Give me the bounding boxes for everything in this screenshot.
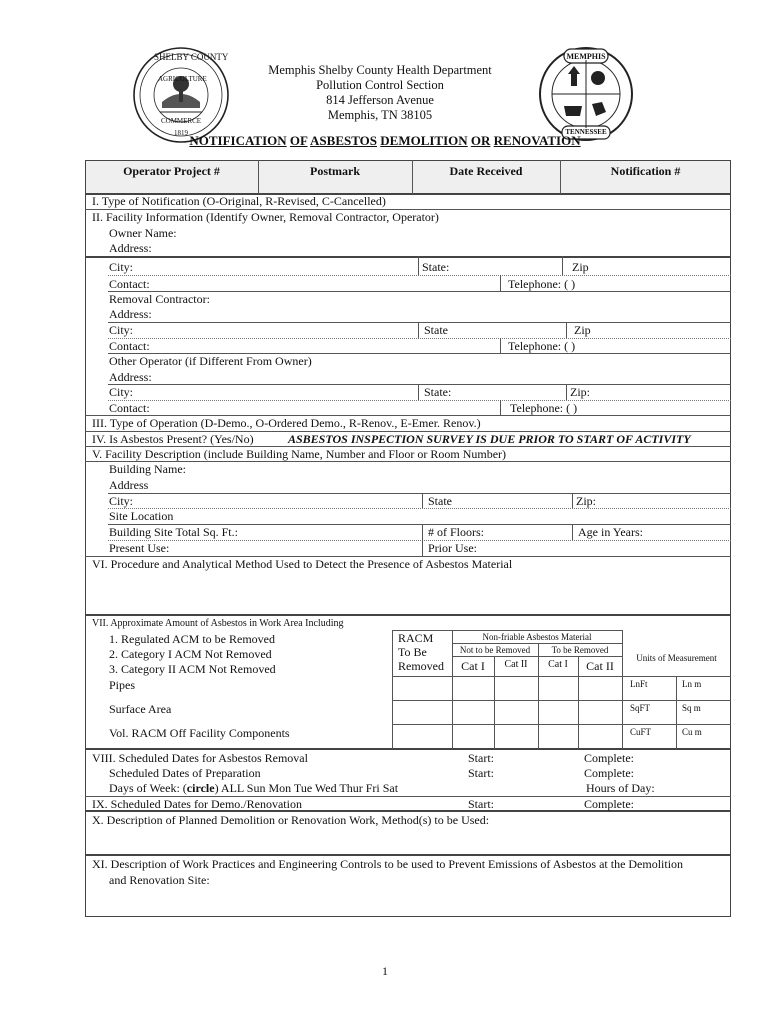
cuft-unit: CuFT: [630, 727, 652, 737]
operator-zip-field[interactable]: Zip:: [570, 385, 590, 399]
contractor-zip-field[interactable]: Zip: [574, 323, 591, 337]
pipes-label: Pipes: [109, 678, 136, 692]
racm-to-be-label: To Be: [398, 645, 427, 659]
contractor-telephone-field[interactable]: Telephone: ( ): [508, 339, 576, 353]
form-title: [120, 133, 650, 149]
owner-contact-field[interactable]: Contact:: [109, 277, 150, 291]
contractor-state-field[interactable]: State: [424, 323, 448, 337]
demo-complete-field[interactable]: Complete:: [584, 797, 634, 811]
section-xi-label: XI. Description of Work Practices and Engineering Controls to be used to Prevent Emissions of Asbestos at the Demolition: [92, 857, 684, 871]
owner-state-field[interactable]: State:: [422, 260, 450, 274]
city-state-zip: Memphis, TN 38105: [327, 108, 433, 122]
days-prefix: Days of Week: (: [109, 781, 187, 795]
not-to-be-removed-label: Not to be Removed: [459, 645, 531, 655]
page-number: 1: [382, 964, 388, 978]
section-i-label: I. Type of Notification (O-Original, R-Revised, C-Cancelled): [92, 194, 386, 208]
owner-zip-field[interactable]: Zip: [572, 260, 589, 274]
days-circle: circle: [186, 781, 215, 795]
section-iv-label: IV. Is Asbestos Present? (Yes/No): [92, 432, 254, 446]
operator-city-field[interactable]: City:: [109, 385, 134, 399]
section-iii-label: III. Type of Operation (D-Demo., O-Ordered Demo., R-Renov., E-Emer. Renov.): [92, 416, 481, 430]
total-sqft-field[interactable]: Building Site Total Sq. Ft.:: [109, 525, 238, 539]
sqft-unit: SqFT: [630, 703, 651, 713]
vol-racm-label: Vol. RACM Off Facility Components: [109, 726, 290, 740]
building-city-field[interactable]: City:: [109, 494, 134, 508]
title-word: OF: [289, 133, 308, 148]
contractor-city-field[interactable]: City:: [109, 323, 134, 337]
section-vii-label: VII. Approximate Amount of Asbestos in Work Area Including: [92, 618, 344, 629]
floors-field[interactable]: # of Floors:: [428, 525, 485, 539]
present-use-field[interactable]: Present Use:: [109, 541, 170, 555]
age-field[interactable]: Age in Years:: [578, 525, 643, 539]
seal-middle-text: AGRICULTURE: [158, 75, 207, 83]
prep-complete-field[interactable]: Complete:: [584, 766, 634, 780]
section-name: Pollution Control Section: [316, 78, 444, 92]
preparation-label: Scheduled Dates of Preparation: [109, 766, 261, 780]
seal-top-text: SHELBY COUNTY: [154, 52, 229, 62]
cum-unit: Cu m: [682, 727, 702, 737]
owner-address-field[interactable]: Address:: [109, 241, 152, 255]
title-word: OR: [470, 133, 491, 148]
notification-number-label: Notification #: [610, 164, 681, 178]
seal-memphis: MEMPHIS: [566, 52, 606, 61]
removal-contractor-field[interactable]: Removal Contractor:: [109, 292, 210, 306]
lnm-unit: Ln m: [682, 679, 702, 689]
contractor-contact-field[interactable]: Contact:: [109, 339, 150, 353]
owner-city-field[interactable]: City:: [109, 260, 134, 274]
lnft-unit: LnFt: [630, 679, 648, 689]
surface-area-label: Surface Area: [109, 702, 172, 716]
seal-bottom-text: COMMERCE: [160, 117, 202, 125]
removal-complete-field[interactable]: Complete:: [584, 751, 634, 765]
section-xi-label-cont: and Renovation Site:: [109, 873, 210, 887]
units-of-measurement-label: Units of Measurement: [636, 653, 717, 663]
title-word: NOTIFICATION: [189, 133, 287, 148]
owner-telephone-field[interactable]: Telephone: ( ): [508, 277, 576, 291]
site-location-field[interactable]: Site Location: [109, 509, 174, 523]
hours-of-day-field[interactable]: Hours of Day:: [586, 781, 655, 795]
days-of-week-selector[interactable]: [109, 781, 398, 795]
building-zip-field[interactable]: Zip:: [576, 494, 596, 508]
other-operator-field[interactable]: Other Operator (if Different From Owner): [109, 354, 312, 368]
cat-i-header: Cat I: [461, 659, 485, 673]
title-word: RENOVATION: [493, 133, 581, 148]
days-options: ) ALL Sun Mon Tue Wed Thur Fri Sat: [214, 781, 399, 795]
operator-contact-field[interactable]: Contact:: [109, 401, 150, 415]
title-word: DEMOLITION: [380, 133, 468, 148]
to-be-removed-label: To be Removed: [551, 645, 609, 655]
owner-name-field[interactable]: Owner Name:: [109, 226, 177, 240]
cat-ii-header: Cat II: [586, 659, 614, 673]
building-name-field[interactable]: Building Name:: [109, 462, 186, 476]
racm-label: RACM: [398, 631, 434, 645]
prep-start-field[interactable]: Start:: [468, 766, 494, 780]
building-state-field[interactable]: State: [428, 494, 452, 508]
removal-start-field[interactable]: Start:: [468, 751, 494, 765]
section-viii-label: VIII. Scheduled Dates for Asbestos Removal: [92, 751, 308, 765]
sqm-unit: Sq m: [682, 703, 701, 713]
cat-ii-header: Cat II: [504, 659, 528, 670]
demo-start-field[interactable]: Start:: [468, 797, 494, 811]
section-x-label: X. Description of Planned Demolition or Renovation Work, Method(s) to be Used:: [92, 813, 490, 827]
contractor-address-field[interactable]: Address:: [109, 307, 152, 321]
operator-address-field[interactable]: Address:: [109, 370, 152, 384]
operator-project-label: Operator Project #: [123, 164, 220, 178]
dept-name: Memphis Shelby County Health Department: [268, 63, 492, 77]
building-address-field[interactable]: Address: [109, 478, 149, 492]
nonfriable-label: Non-friable Asbestos Material: [482, 632, 592, 642]
cat-i-header: Cat I: [548, 659, 568, 670]
section-v-label: V. Facility Description (include Building Name, Number and Floor or Room Number): [92, 447, 507, 461]
seal-tennessee: TENNESSEE: [565, 128, 607, 136]
memphis-shelby-county-seal: [538, 46, 634, 142]
operator-state-field[interactable]: State:: [424, 385, 452, 399]
postmark-label: Postmark: [310, 164, 360, 178]
street-address: 814 Jefferson Avenue: [326, 93, 434, 107]
date-received-label: Date Received: [449, 164, 523, 178]
regulated-acm-label: 1. Regulated ACM to be Removed: [109, 632, 275, 646]
title-word: ASBESTOS: [310, 133, 378, 148]
category-i-label: 2. Category I ACM Not Removed: [109, 647, 272, 661]
section-ii-label: II. Facility Information (Identify Owner, Removal Contractor, Operator): [92, 210, 439, 224]
section-vi-label: VI. Procedure and Analytical Method Used to Detect the Presence of Asbestos Material: [92, 557, 513, 571]
shelby-county-seal: [132, 46, 230, 144]
section-ix-label: IX. Scheduled Dates for Demo./Renovation: [92, 797, 302, 811]
seal-year: 1819: [174, 129, 188, 137]
racm-removed-label: Removed: [398, 659, 444, 673]
prior-use-field[interactable]: Prior Use:: [428, 541, 477, 555]
inspection-survey-notice: ASBESTOS INSPECTION SURVEY IS DUE PRIOR TO START OF ACTIVITY: [288, 432, 691, 446]
operator-telephone-field[interactable]: Telephone: ( ): [510, 401, 578, 415]
category-ii-label: 3. Category II ACM Not Removed: [109, 662, 276, 676]
